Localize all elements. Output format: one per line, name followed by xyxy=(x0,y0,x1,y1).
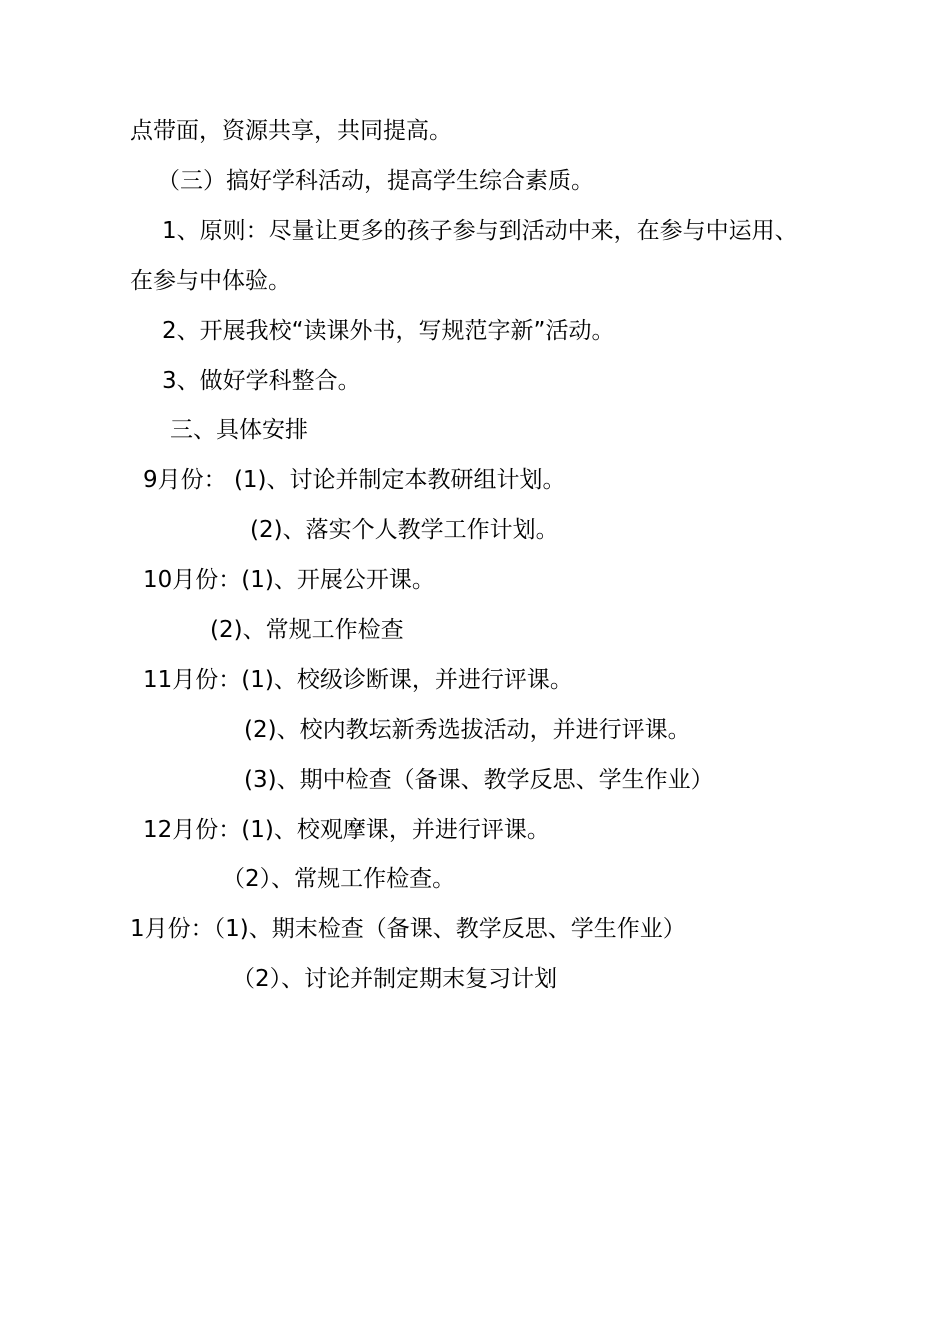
schedule-month: 9月份： (1)、讨论并制定本教研组计划。 xyxy=(143,467,566,493)
schedule-month: 1月份：（1)、期末检查（备课、教学反思、学生作业） xyxy=(130,916,686,942)
section-heading: （三）搞好学科活动，提高学生综合素质。 xyxy=(157,168,594,194)
schedule-item: （2）、常规工作检查。 xyxy=(222,866,456,892)
schedule-item: （2）、讨论并制定期末复习计划 xyxy=(232,966,558,992)
schedule-month: 12月份：(1)、校观摩课，并进行评课。 xyxy=(143,817,550,843)
schedule-item: (2)、常规工作检查 xyxy=(210,617,404,643)
list-item: 1、原则：尽量让更多的孩子参与到活动中来，在参与中运用、 xyxy=(162,218,798,244)
schedule-month: 10月份：(1)、开展公开课。 xyxy=(143,567,435,593)
paragraph-line: 点带面，资源共享，共同提高。 xyxy=(130,118,452,144)
section-heading: 三、具体安排 xyxy=(170,417,308,443)
schedule-item: (2)、校内教坛新秀选拔活动，并进行评课。 xyxy=(244,717,691,743)
list-item: 2、开展我校“读课外书，写规范字新”活动。 xyxy=(162,318,615,344)
schedule-item: (3)、期中检查（备课、教学反思、学生作业） xyxy=(244,767,714,793)
list-item: 3、做好学科整合。 xyxy=(162,368,361,394)
schedule-month: 11月份：(1)、校级诊断课，并进行评课。 xyxy=(143,667,573,693)
paragraph-line: 在参与中体验。 xyxy=(130,268,291,294)
schedule-item: (2)、落实个人教学工作计划。 xyxy=(250,517,559,543)
